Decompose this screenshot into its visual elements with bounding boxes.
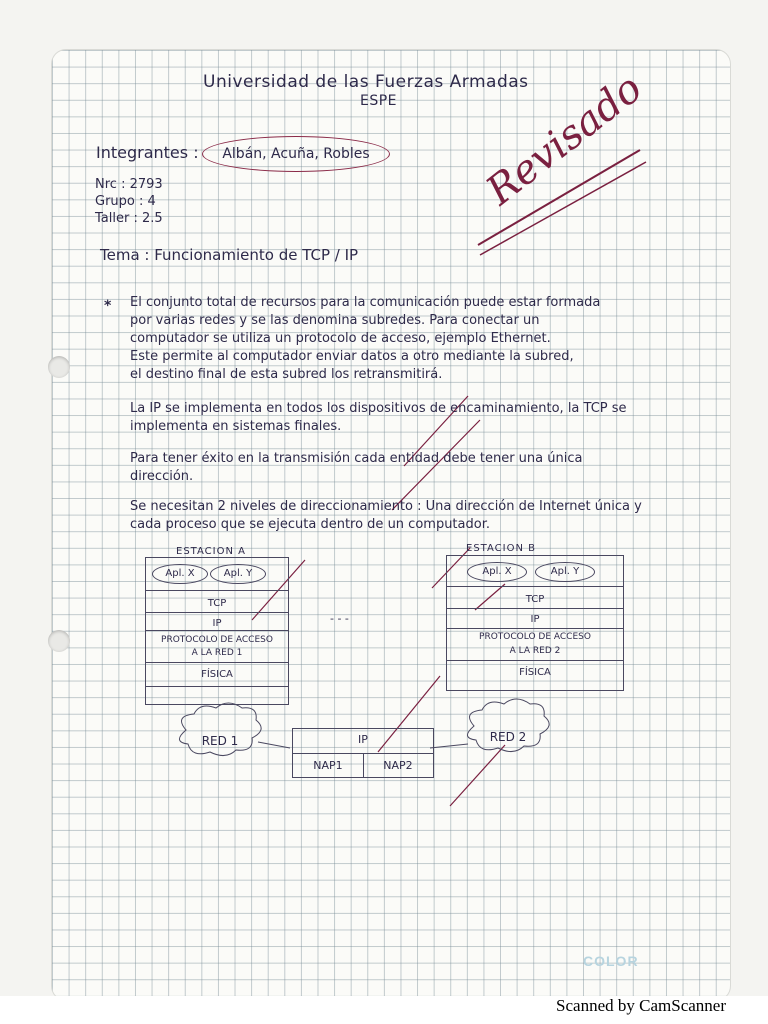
nap1-label: NAP1	[313, 759, 343, 772]
para1-line2: por varias redes y se las denomina subredes. Para conectar un	[130, 313, 540, 328]
para1-line5: el destino final de esta subred los retransmitirá.	[130, 367, 443, 382]
link-dashes: - - -	[330, 612, 349, 625]
station-a-ip: IP	[212, 618, 222, 629]
taller-text: Taller : 2.5	[95, 211, 163, 226]
station-a-access1: PROTOCOLO DE ACCESO	[161, 635, 273, 645]
members-label: Integrantes :	[96, 143, 199, 162]
station-b-ip: IP	[530, 614, 540, 625]
university-title: Universidad de las Fuerzas Armadas	[203, 72, 529, 92]
members-names: Albán, Acuña, Robles	[202, 136, 390, 172]
divider	[146, 612, 288, 613]
router-ip: IP	[358, 733, 368, 746]
binder-hole	[48, 356, 70, 378]
station-b-app-x: Apl. X	[467, 562, 527, 582]
divider	[146, 686, 288, 687]
station-b-access1: PROTOCOLO DE ACCESO	[479, 632, 591, 642]
department-title: ESPE	[360, 93, 398, 109]
station-b-app-y: Apl. Y	[535, 562, 595, 582]
color-watermark: COLOR	[583, 953, 639, 969]
para3-line1: Para tener éxito en la transmisión cada entidad debe tener una única	[130, 451, 583, 466]
topic-heading: Tema : Funcionamiento de TCP / IP	[100, 246, 359, 264]
para3-line2: dirección.	[130, 469, 194, 484]
para1-line1: El conjunto total de recursos para la comunicación puede estar formada	[130, 295, 601, 310]
para4-line2: cada proceso que se ejecuta dentro de un computador.	[130, 517, 490, 532]
red2-cloud: RED 2	[489, 730, 527, 744]
station-b-access2: A LA RED 2	[509, 646, 561, 656]
para1-line3: computador se utiliza un protocolo de acceso, ejemplo Ethernet.	[130, 331, 551, 346]
station-b-stack	[446, 555, 624, 691]
grupo-text: Grupo : 4	[95, 194, 156, 209]
station-a-tcp: TCP	[207, 598, 227, 609]
camscanner-credit: Scanned by CamScanner	[556, 996, 726, 1015]
station-a-physical: FÍSICA	[201, 669, 233, 680]
reviewed-stamp: Revisado	[478, 65, 651, 215]
divider	[447, 628, 623, 629]
divider	[447, 660, 623, 661]
para2-line1: La IP se implementa en todos los dispositivos de encaminamiento, la TCP se	[130, 401, 627, 416]
red1-cloud: RED 1	[201, 734, 239, 748]
station-a-access2: A LA RED 1	[191, 648, 243, 658]
bullet-star: *	[104, 298, 112, 314]
station-a-app-y: Apl. Y	[210, 564, 266, 584]
para1-line4: Este permite al computador enviar datos a otro mediante la subred,	[130, 349, 574, 364]
nrc-text: Nrc : 2793	[95, 177, 163, 192]
para2-line2: implementa en sistemas finales.	[130, 419, 342, 434]
station-b-physical: FÍSICA	[519, 667, 551, 678]
station-a-app-x: Apl. X	[152, 564, 208, 584]
divider	[447, 608, 623, 609]
station-b-tcp: TCP	[525, 594, 545, 605]
binder-hole	[48, 630, 70, 652]
para4-line1: Se necesitan 2 niveles de direccionamiento : Una dirección de Internet única y	[130, 499, 642, 514]
nap2-label: NAP2	[383, 759, 413, 772]
station-a-stack	[145, 557, 289, 705]
divider	[146, 590, 288, 591]
station-a-title: ESTACION A	[176, 546, 246, 557]
scan-footer	[0, 996, 768, 1024]
station-b-title: ESTACION B	[466, 543, 536, 554]
divider	[146, 630, 288, 631]
router-box	[292, 728, 434, 778]
divider	[447, 586, 623, 587]
divider	[146, 662, 288, 663]
